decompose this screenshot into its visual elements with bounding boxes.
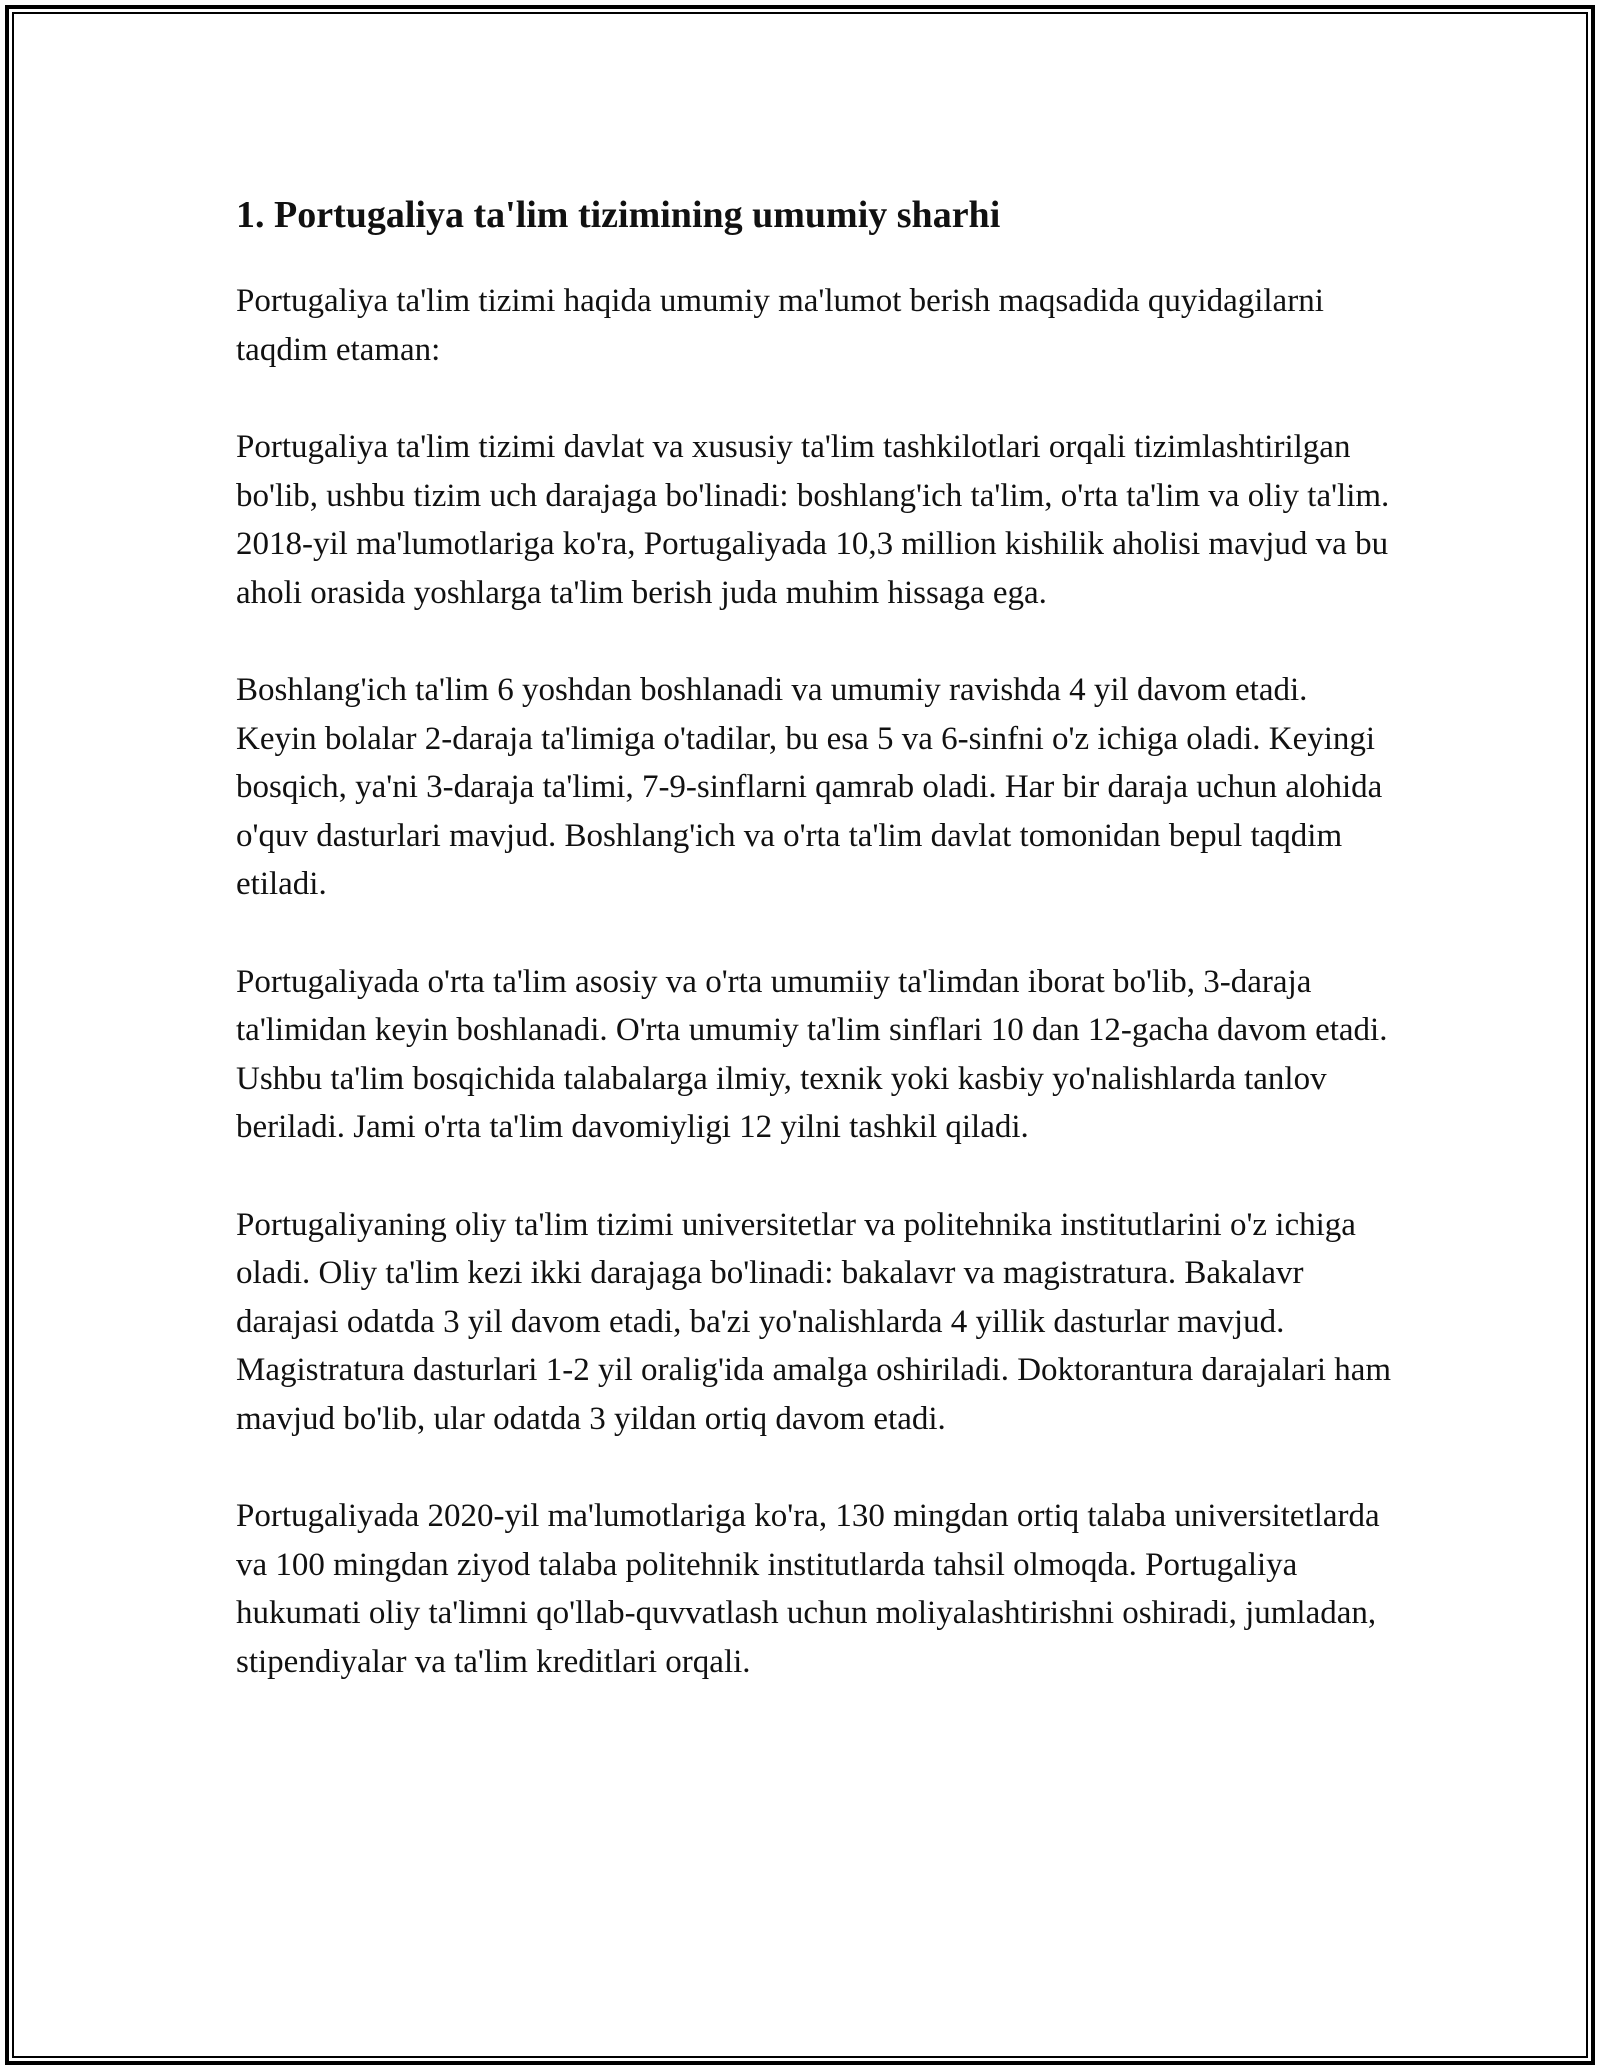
paragraph-higher-education: Portugaliyaning oliy ta'lim tizimi universitetlar va politehnika institutlarini o'z ichiga oladi. Oliy ta'lim kezi ikki darajaga bo'linadi: bakalavr va magistratura. Bakalavr darajasi odatda 3 yil davom etadi, ba'zi yo'nalishlarda 4 yillik dasturlar mavjud. Magistratura dasturlari 1-2 yil oralig'ida amalga oshiriladi. Doktorantura darajalari ham mavjud bo'lib, ular odatda 3 yildan ortiq davom etadi. xyxy=(236,1206,1392,1437)
paragraph-intro: Portugaliya ta'lim tizimi haqida umumiy ma'lumot berish maqsadida quyidagilarni taqdim etaman: xyxy=(236,283,1324,368)
paragraph-system-overview: Portugaliya ta'lim tizimi davlat va xususiy ta'lim tashkilotlari orqali tizimlashtirilgan bo'lib, ushbu tizim uch darajaga bo'linadi: boshlang'ich ta'lim, o'rta ta'lim va oliy ta'lim. 2018-yil ma'lumotlariga ko'ra, Portugaliyada 10,3 million kishilik aholisi mavjud va bu aholi orasida yoshlarga ta'lim berish juda muhim hissaga ega. xyxy=(236,429,1390,611)
paragraph-student-statistics: Portugaliyada 2020-yil ma'lumotlariga ko'ra, 130 mingdan ortiq talaba universitetlarda va 100 mingdan ziyod talaba politehnik institutlarda tahsil olmoqda. Portugaliya hukumati oliy ta'limni qo'llab-quvvatlash uchun moliyalashtirishni oshiradi, jumladan, stipendiyalar va ta'lim kreditlari orqali. xyxy=(236,1498,1380,1680)
paragraph-primary-education: Boshlang'ich ta'lim 6 yoshdan boshlanadi va umumiy ravishda 4 yil davom etadi. Keyin bolalar 2-daraja ta'limiga o'tadilar, bu esa 5 va 6-sinfni o'z ichiga oladi. Keyingi bosqich, ya'ni 3-daraja ta'limi, 7-9-sinflarni qamrab oladi. Har bir daraja uchun alohida o'quv dasturlari mavjud. Boshlang'ich va o'rta ta'lim davlat tomonidan bepul taqdim etiladi. xyxy=(236,672,1383,902)
section-heading: 1. Portugaliya ta'lim tizimining umumiy sharhi xyxy=(236,194,1001,236)
document-body xyxy=(236,186,1396,1686)
paragraph-secondary-education: Portugaliyada o'rta ta'lim asosiy va o'rta umumiiy ta'limdan iborat bo'lib, 3-daraja ta'limidan keyin boshlanadi. O'rta umumiy ta'lim sinflari 10 dan 12-gacha davom etadi. Ushbu ta'lim bosqichida talabalarga ilmiy, texnik yoki kasbiy yo'nalishlarda tanlov beriladi. Jami o'rta ta'lim davomiyligi 12 yilni tashkil qiladi. xyxy=(236,963,1388,1145)
